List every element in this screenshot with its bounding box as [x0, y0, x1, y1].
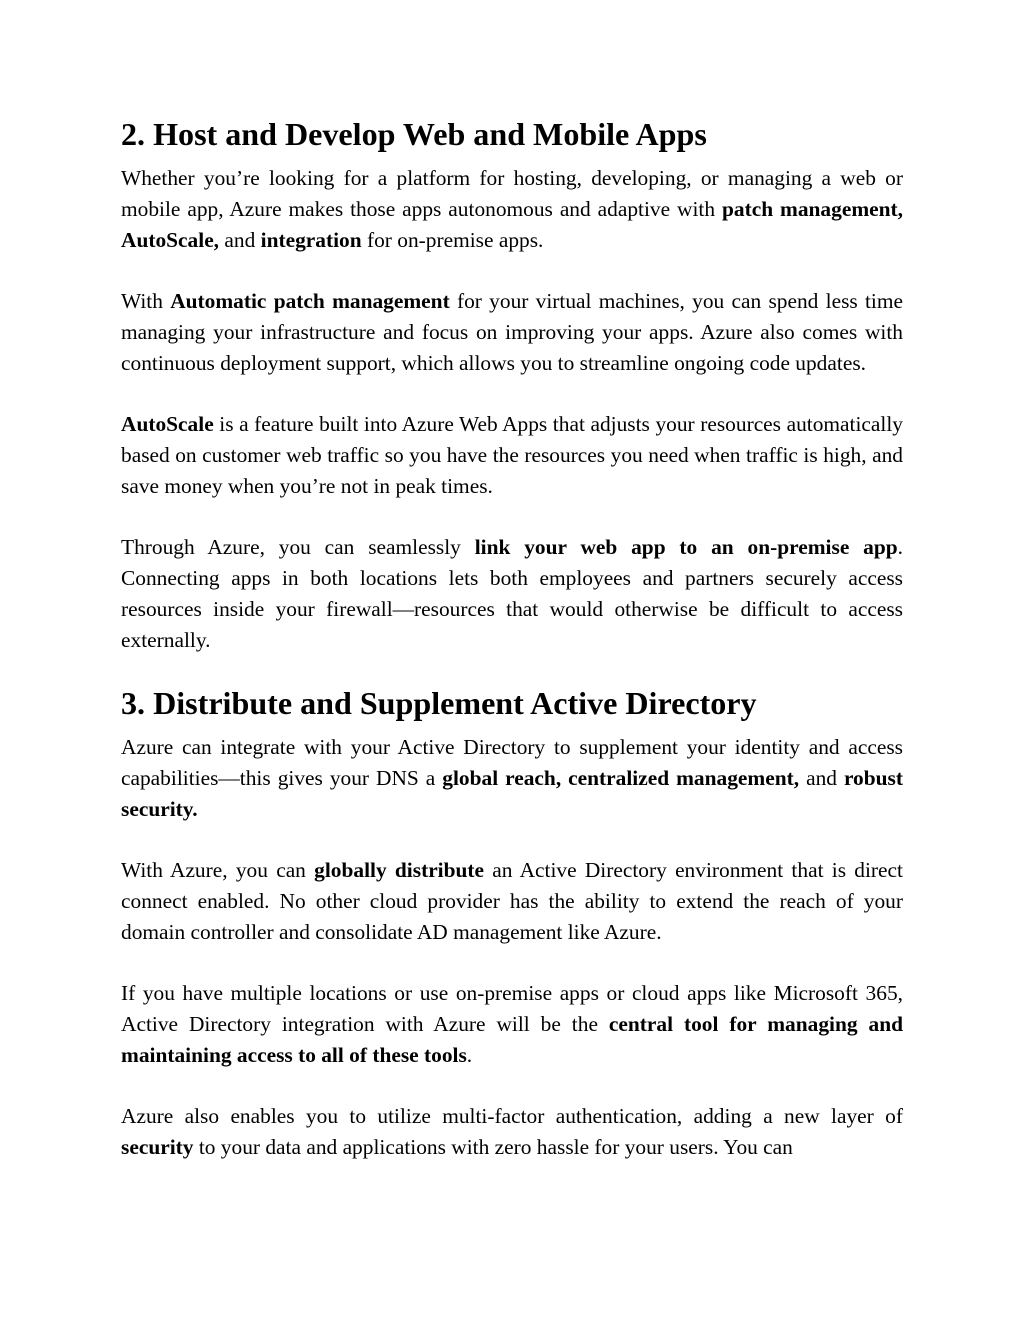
- section-2-paragraph-2: With Automatic patch management for your virtual machines, you can spend less time managing your infrastructure and focus on improving your apps. Azure also comes with continuous deployment support, which allows you to streamline ongoing code updates.: [121, 289, 903, 375]
- section-3-heading: 3. Distribute and Supplement Active Directory: [121, 685, 757, 721]
- section-3-paragraph-2: With Azure, you can globally distribute an Active Directory environment that is direct connect enabled. No other cloud provider has the ability to extend the reach of your domain controller and consolidate AD management like Azure.: [121, 858, 903, 944]
- section-2-heading: 2. Host and Develop Web and Mobile Apps: [121, 116, 707, 152]
- section-2-paragraph-1: Whether you’re looking for a platform for hosting, developing, or managing a web or mobile app, Azure makes those apps autonomous and adaptive with patch management, AutoScale, and integration for on-premise apps.: [121, 166, 903, 252]
- section-3-paragraph-1: Azure can integrate with your Active Directory to supplement your identity and access capabilities—this gives your DNS a global reach, centralized management, and robust security.: [121, 735, 903, 821]
- section-2-paragraph-3: AutoScale is a feature built into Azure Web Apps that adjusts your resources automatically based on customer web traffic so you have the resources you need when traffic is high, and save money when you’re not in peak times.: [121, 412, 903, 498]
- section-2-paragraph-4: Through Azure, you can seamlessly link your web app to an on-premise app. Connecting apps in both locations lets both employees and partners securely access resources inside your firewall—resources that would otherwise be difficult to access externally.: [121, 535, 903, 652]
- section-3-paragraph-3: If you have multiple locations or use on-premise apps or cloud apps like Microsoft 365, Active Directory integration with Azure will be the central tool for managing and maintaining access to all of these tools.: [121, 981, 903, 1067]
- document-page: [121, 117, 903, 1163]
- section-3-paragraph-4: Azure also enables you to utilize multi-factor authentication, adding a new layer of security to your data and applications with zero hassle for your users. You can: [121, 1104, 903, 1159]
